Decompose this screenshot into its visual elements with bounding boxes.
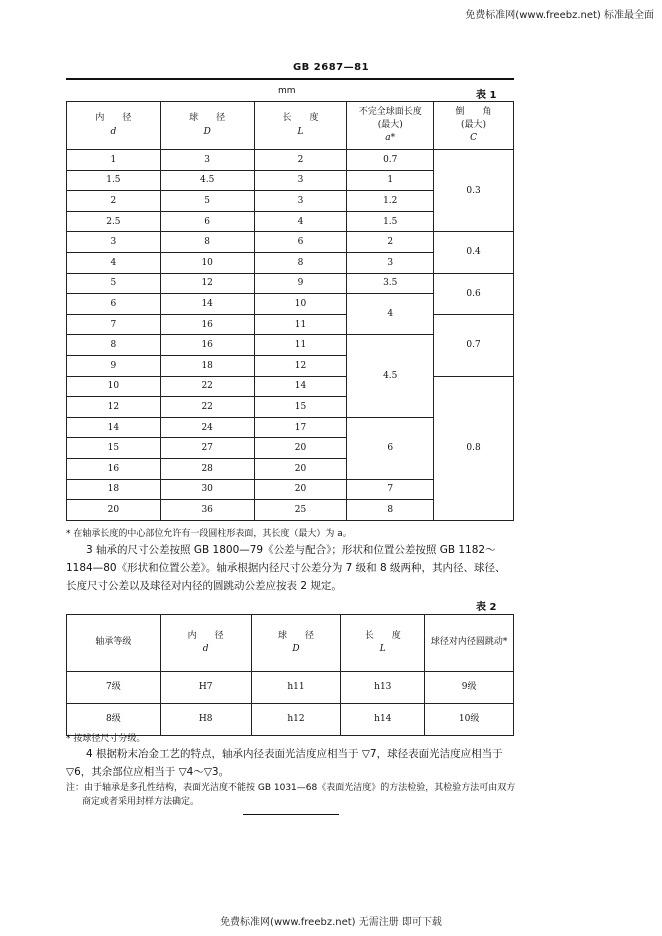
cell: h14 (341, 704, 425, 736)
table1-label: 表 1 (476, 90, 497, 101)
header-chamfer: 倒 角 (最大) C (434, 102, 514, 150)
cell: 7级 (67, 672, 161, 704)
cell: 9级 (425, 672, 514, 704)
cell: 3 (67, 232, 161, 253)
cell: 16 (67, 458, 161, 479)
header-grade: 轴承等级 (67, 615, 161, 672)
cell: 2 (67, 191, 161, 212)
header-ball-diameter: 球 径 D (160, 102, 254, 150)
cell: 15 (67, 438, 161, 459)
cell: 2.5 (67, 211, 161, 232)
table2-label: 表 2 (476, 602, 497, 613)
unit-label: mm (278, 86, 296, 96)
cell: 3 (347, 252, 434, 273)
cell: 10 (254, 294, 347, 315)
cell: 12 (254, 355, 347, 376)
cell: 10 (67, 376, 161, 397)
cell: 7 (347, 479, 434, 500)
cell: 14 (67, 417, 161, 438)
cell: 3 (160, 150, 254, 171)
cell: 20 (254, 458, 347, 479)
cell: 8级 (67, 704, 161, 736)
cell: 1.2 (347, 191, 434, 212)
paragraph-3: 3 轴承的尺寸公差按照 GB 1800—79《公差与配合》；形状和位置公差按照 GB 1182～1184—80《形状和位置公差》。轴承根据内径尺寸公差分为 7 级和 8 级两种，其内径、球径、长度尺寸公差以及球径对内径的圆跳动公差应按表 2 规定。 (66, 544, 506, 592)
cell: 1 (67, 150, 161, 171)
cell: 22 (160, 376, 254, 397)
cell: 22 (160, 397, 254, 418)
header-incomplete-sphere: 不完全球面长度 (最大) a* (347, 102, 434, 150)
cell: 20 (67, 500, 161, 521)
table-row (67, 314, 514, 335)
header-runout: 球径对内径圆跳动* (425, 615, 514, 672)
cell: 18 (67, 479, 161, 500)
cell: 14 (254, 376, 347, 397)
cell: 6 (347, 417, 434, 479)
header2-inner-diameter: 内 径 d (160, 615, 251, 672)
cell: 3 (254, 191, 347, 212)
table-row (67, 150, 514, 171)
standard-number: GB 2687—81 (292, 62, 370, 73)
cell: 14 (160, 294, 254, 315)
cell: 3.5 (347, 273, 434, 294)
table-row (67, 672, 514, 704)
cell: 27 (160, 438, 254, 459)
table2-header-row (67, 615, 514, 672)
cell: 4.5 (347, 335, 434, 417)
chamfer-group-cell: 0.8 (434, 376, 514, 520)
cell: 1.5 (67, 170, 161, 191)
table2 (66, 614, 514, 736)
cell: 4 (347, 294, 434, 335)
cell: 12 (67, 397, 161, 418)
cell: 8 (347, 500, 434, 521)
cell: 8 (160, 232, 254, 253)
cell: 28 (160, 458, 254, 479)
cell: 6 (67, 294, 161, 315)
cell: H7 (160, 672, 251, 704)
cell: 10 (160, 252, 254, 273)
cell: 11 (254, 314, 347, 335)
chamfer-group-cell: 0.6 (434, 273, 514, 314)
table-row (67, 704, 514, 736)
cell: 30 (160, 479, 254, 500)
table1 (66, 101, 514, 521)
chamfer-group-cell: 0.4 (434, 232, 514, 273)
cell: 18 (160, 355, 254, 376)
table1-footnote: * 在轴承长度的中心部位允许有一段圆柱形表面，其长度（最大）为 a。 (66, 529, 352, 539)
cell: 12 (160, 273, 254, 294)
cell: 20 (254, 438, 347, 459)
cell: h12 (251, 704, 341, 736)
top-rule (66, 78, 514, 80)
cell: H8 (160, 704, 251, 736)
header-length: 长 度 L (254, 102, 347, 150)
cell: 0.7 (347, 150, 434, 171)
table1-header-row (67, 102, 514, 150)
table-row (67, 376, 514, 397)
chamfer-group-cell: 0.3 (434, 150, 514, 232)
cell: 1.5 (347, 211, 434, 232)
cell: h13 (341, 672, 425, 704)
header2-ball-diameter: 球 径 D (251, 615, 341, 672)
cell: 20 (254, 479, 347, 500)
cell: 4.5 (160, 170, 254, 191)
cell: 16 (160, 335, 254, 356)
header-inner-diameter: 内 径 d (67, 102, 161, 150)
cell: 4 (254, 211, 347, 232)
cell: 1 (347, 170, 434, 191)
cell: 2 (254, 150, 347, 171)
cell: 5 (160, 191, 254, 212)
end-rule (243, 814, 339, 815)
cell: 4 (67, 252, 161, 273)
cell: 2 (347, 232, 434, 253)
cell: 24 (160, 417, 254, 438)
cell: 11 (254, 335, 347, 356)
cell: 9 (254, 273, 347, 294)
site-footer: 免费标准网(www.freebz.net) 无需注册 即可下载 (220, 917, 442, 928)
cell: 6 (160, 211, 254, 232)
cell: 6 (254, 232, 347, 253)
table-row (67, 232, 514, 253)
cell: 7 (67, 314, 161, 335)
cell: 10级 (425, 704, 514, 736)
cell: 15 (254, 397, 347, 418)
cell: 17 (254, 417, 347, 438)
cell: 16 (160, 314, 254, 335)
table-row (67, 273, 514, 294)
cell: 36 (160, 500, 254, 521)
table2-footnote: * 按球径尺寸分级。 (66, 734, 146, 744)
site-header: 免费标准网(www.freebz.net) 标准最全面 (465, 10, 654, 21)
cell: h11 (251, 672, 341, 704)
cell: 5 (67, 273, 161, 294)
header2-length: 长 度 L (341, 615, 425, 672)
paragraph-4: 4 根据粉末冶金工艺的特点，轴承内径表面光洁度应相当于 ▽7，球径表面光洁度应相当于 ▽6，其余部位应相当于 ▽4～▽3。 (66, 748, 503, 778)
cell: 3 (254, 170, 347, 191)
cell: 9 (67, 355, 161, 376)
cell: 25 (254, 500, 347, 521)
cell: 8 (254, 252, 347, 273)
chamfer-group-cell: 0.7 (434, 314, 514, 376)
note-text: 注：由于轴承是多孔性结构，表面光洁度不能按 GB 1031—68《表面光洁度》的方法检验，其检验方法可由双方商定或者采用封样方法确定。 (66, 783, 516, 807)
cell: 8 (67, 335, 161, 356)
